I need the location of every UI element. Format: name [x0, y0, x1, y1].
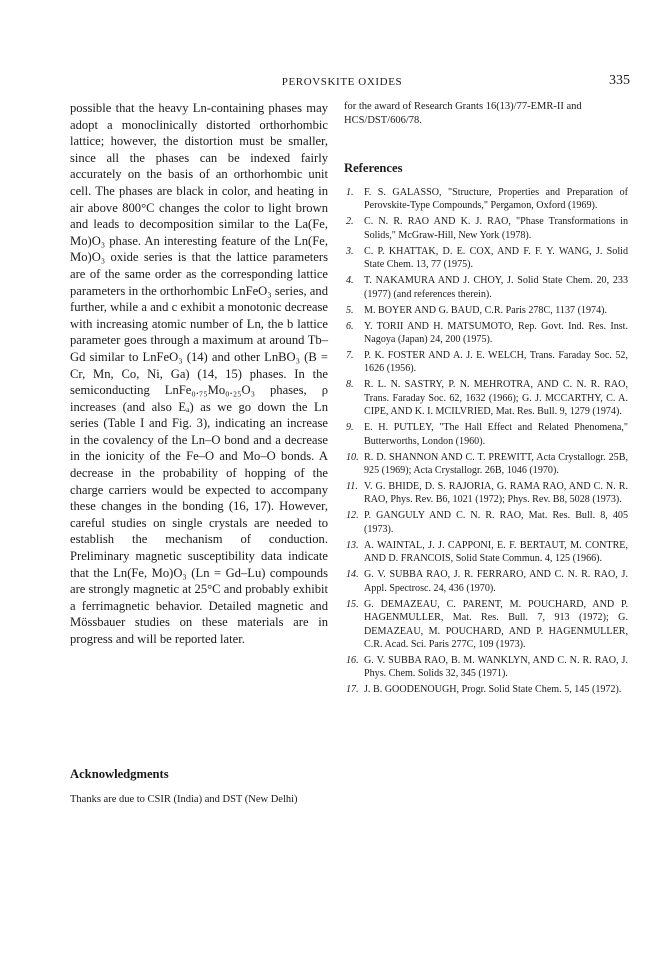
- reference-text: P. K. FOSTER AND A. J. E. WELCH, Trans. Faraday Soc. 52, 1626 (1956).: [364, 350, 628, 375]
- acknowledgments-heading: Acknowledgments: [70, 767, 169, 781]
- right-column: [344, 100, 628, 699]
- reference-text: C. P. KHATTAK, D. E. COX, AND F. F. Y. WANG, J. Solid State Chem. 13, 77 (1975).: [364, 245, 628, 271]
- reference-number: 14.: [346, 569, 359, 581]
- reference-item: [344, 378, 628, 418]
- reference-item: [344, 539, 628, 566]
- reference-number: 11.: [346, 481, 358, 493]
- reference-number: 13.: [346, 539, 359, 551]
- reference-number: 8.: [346, 379, 354, 391]
- reference-number: 5.: [346, 304, 354, 316]
- reference-item: [344, 451, 628, 478]
- reference-number: 12.: [346, 510, 359, 522]
- reference-item: [344, 320, 628, 347]
- reference-item: [344, 568, 628, 595]
- reference-number: 1.: [346, 187, 354, 198]
- reference-item: [344, 683, 628, 696]
- reference-text: G. DEMAZEAU, C. PARENT, M. POUCHARD, AND P. HAGENMULLER, Mat. Res. Bull. 7, 913 (1972); G. DEMAZEAU, M. POUCHARD, AND P. HAGENMULLER, C.R. Acad. Sci. Paris 277C, 109 (1973).: [364, 598, 628, 650]
- reference-item: [344, 186, 628, 213]
- acknowledgments-text-continued: for the award of Research Grants 16(13)/77-EMR-II and HCS/DST/606/78.: [344, 101, 582, 126]
- reference-number: 6.: [346, 320, 354, 332]
- reference-text: G. V. SUBBA RAO, B. M. WANKLYN, AND C. N. R. RAO, J. Phys. Chem. Solids 32, 345 (1971).: [364, 654, 628, 680]
- reference-text: R. L. N. SASTRY, P. N. MEHROTRA, AND C. N. R. RAO, Trans. Faraday Soc. 62, 1632 (1966); G. J. MCCARTHY, C. A. CIPE, AND K. I. MCILVRIED, Mat. Res. Bull. 9, 1279 (1974).: [364, 379, 628, 418]
- reference-text: M. BOYER AND G. BAUD, C.R. Paris 278C, 1137 (1974).: [364, 304, 608, 316]
- reference-number: 2.: [346, 216, 354, 228]
- references-heading: References: [344, 161, 403, 175]
- reference-number: 4.: [346, 275, 354, 287]
- references-list: [344, 186, 628, 697]
- reference-text: F. S. GALASSO, "Structure, Properties and Preparation of Perovskite-Type Compounds," Pergamon, Oxford (1969).: [364, 187, 628, 212]
- reference-number: 7.: [346, 350, 354, 362]
- reference-text: P. GANGULY AND C. N. R. RAO, Mat. Res. Bull. 8, 405 (1973).: [364, 510, 628, 535]
- reference-number: 10.: [346, 451, 359, 463]
- reference-number: 3.: [346, 245, 354, 257]
- reference-text: R. D. SHANNON AND C. T. PREWITT, Acta Crystallogr. 25B, 925 (1969); Acta Crystallogr. 26B, 1046 (1970).: [364, 451, 628, 477]
- reference-item: [344, 274, 628, 301]
- reference-text: G. V. SUBBA RAO, J. R. FERRARO, AND C. N. R. RAO, J. Appl. Spectrosc. 24, 436 (1970).: [364, 569, 628, 594]
- reference-text: Y. TORII AND H. MATSUMOTO, Rep. Govt. Ind. Res. Inst. Nagoya (Japan) 24, 200 (1975).: [364, 320, 628, 346]
- reference-item: [344, 304, 628, 317]
- left-column: [70, 100, 328, 648]
- reference-number: 15.: [346, 598, 359, 610]
- reference-item: [344, 421, 628, 448]
- reference-item: [344, 654, 628, 681]
- page-number: 335: [609, 73, 630, 88]
- reference-text: E. H. PUTLEY, "The Hall Effect and Related Phenomena," Butterworths, London (1960).: [364, 422, 628, 447]
- reference-item: [344, 215, 628, 242]
- reference-item: [344, 509, 628, 536]
- reference-item: [344, 245, 628, 272]
- reference-item: [344, 598, 628, 652]
- acknowledgments-text: Thanks are due to CSIR (India) and DST (New Delhi): [70, 794, 298, 805]
- reference-item: [344, 349, 628, 376]
- reference-number: 17.: [346, 684, 359, 696]
- reference-text: J. B. GOODENOUGH, Progr. Solid State Chem. 5, 145 (1972).: [364, 684, 622, 696]
- reference-number: 16.: [346, 654, 359, 666]
- running-title: PEROVSKITE OXIDES: [281, 76, 403, 88]
- reference-number: 9.: [346, 422, 354, 434]
- body-paragraph: possible that the heavy Ln-containing phases may adopt a monoclinically distorted orthorhombic lattice; however, the distortion must be smaller, since all the phases can be indexed fairly accurately on the basis of an orthorhombic unit cell. The phases are black in color, and heating in air above 800°C changes the color to light brown and leads to decomposition similar to the La(Fe, Mo)O₃ phase. An interesting feature of the Ln(Fe, Mo)O₃ oxide series is that the lattice parameters are of the same order as the corresponding lattice parameters in the orthorhombic LnFeO₃ series, and further, while a and c exhibit a monotonic decrease with increasing atomic number of Ln, the b lattice parameter goes through a maximum at around Tb–Gd similar to LnFeO₃ (14) and other LnBO₃ (B = Cr, Mn, Co, Ni, Ga) (14, 15) phases. In the semiconducting LnFe₀.₇₅Mo₀.₂₅O₃ phases, ρ increases (and also Eₐ) as we go down the Ln series (Table I and Fig. 3), indicating an increase in the covalency of the Ln–O bond and a decrease in the ionicity of the Fe–O and Mo–O bonds. A decrease in the probability of hopping of the charge carriers would be expected to accompany these changes in the bonding (16, 17). However, careful studies on single crystals are needed to establish the mechanism of conduction. Preliminary magnetic susceptibility data indicate that the Ln(Fe, Mo)O₃ (Ln = Gd–Lu) compounds are strongly magnetic at 25°C and probably exhibit a ferrimagnetic behavior. Detailed magnetic and Mössbauer studies on these materials are in progress and will be reported later.: [70, 101, 328, 646]
- reference-text: A. WAINTAL, J. J. CAPPONI, E. F. BERTAUT, M. CONTRE, AND D. FRANCOIS, Solid State Commun. 4, 125 (1966).: [364, 539, 628, 565]
- reference-item: [344, 480, 628, 507]
- reference-text: C. N. R. RAO AND K. J. RAO, "Phase Transformations in Solids," McGraw-Hill, New York (1978).: [364, 216, 628, 241]
- reference-text: T. NAKAMURA AND J. CHOY, J. Solid State Chem. 20, 233 (1977) (and references therein).: [364, 275, 628, 300]
- reference-text: V. G. BHIDE, D. S. RAJORIA, G. RAMA RAO, AND C. N. R. RAO, Phys. Rev. B6, 1021 (1972); Phys. Rev. B8, 5028 (1973).: [364, 481, 628, 506]
